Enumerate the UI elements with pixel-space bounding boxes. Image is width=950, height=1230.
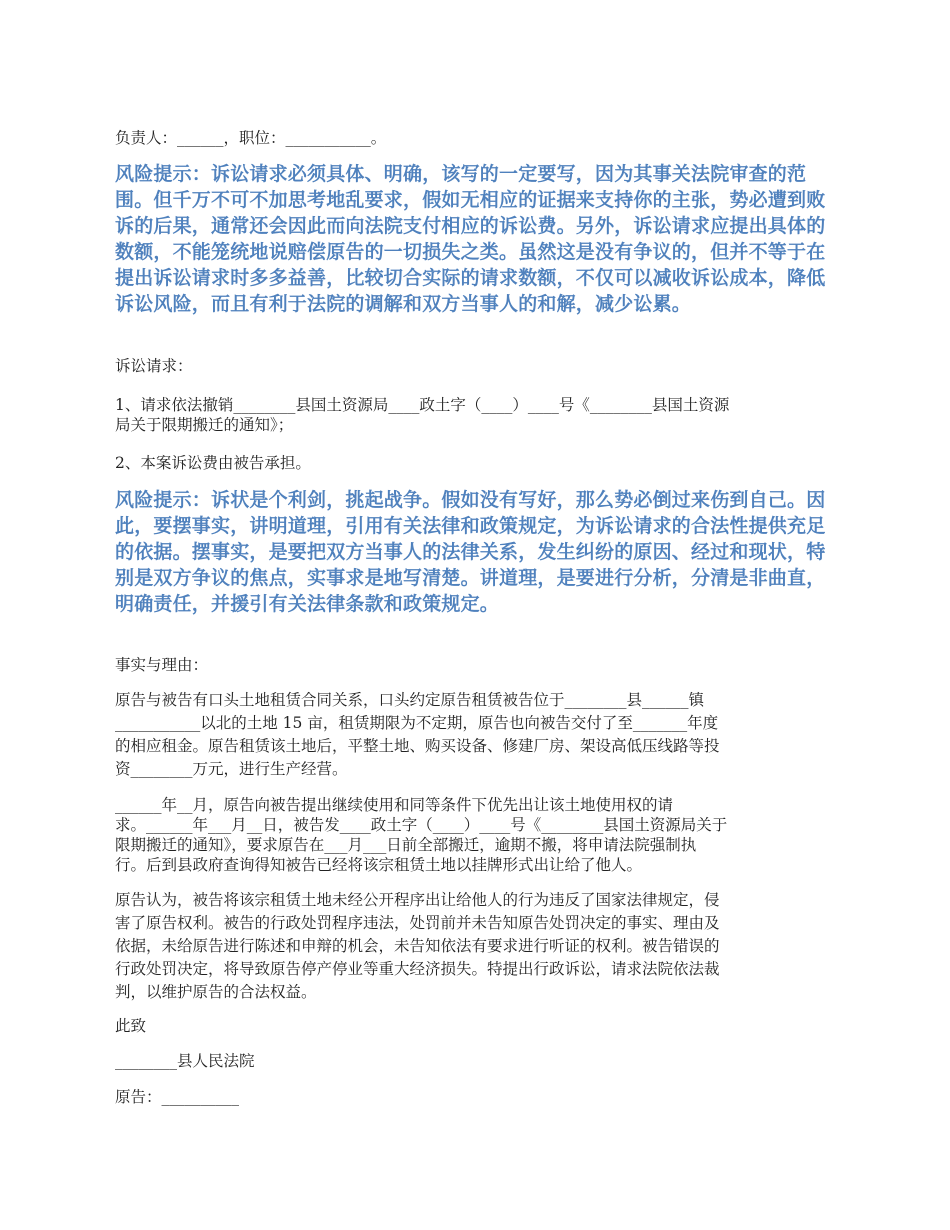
court-name: ________县人民法院 [115,1052,255,1070]
facts-paragraph-1-line: 原告与被告有口头土地租赁合同关系，口头约定原告租赁被告位于________县______镇 [115,691,705,709]
facts-paragraph-3-line: 行政处罚决定，将导致原告停产停业等重大经济损失。特提出行政诉讼，请求法院依法裁 [115,960,720,978]
claims-heading: 诉讼请求： [115,357,193,375]
facts-paragraph-3-line: 依据，未给原告进行陈述和申辩的机会，未告知依法有要求进行听证的权利。被告错误的 [115,937,720,955]
responsible-person-line: 负责人：______，职位：___________。 [115,129,387,147]
facts-paragraph-1-line: 的相应租金。原告租赁该土地后，平整土地、购买设备、修建厂房、架设高低压线路等投 [115,737,720,755]
claim-2: 2、本案诉讼费由被告承担。 [115,454,311,472]
closing-salutation: 此致 [115,1017,147,1035]
facts-paragraph-2-line: ______年__月，原告向被告提出继续使用和同等条件下优先出让该土地使用权的请 [115,796,674,814]
risk-tip-claims: 风险提示：诉讼请求必须具体、明确，该写的一定要写，因为其事关法院审查的范围。但千万不可不加思考地乱要求，假如无相应的证据来支持你的主张，势必遭到败诉的后果，通常还会因此而向法院支付相应的诉讼费。另外，诉讼请求应提出具体的数额，不能笼统地说赔偿原告的一切损失之类。虽然这是没有争议的，但并不等于在提出诉讼请求时多多益善，比较切合实际的请求数额，不仅可以减收诉讼成本，降低诉讼风险，而且有利于法院的调解和双方当事人的和解，减少讼累。 [115,163,826,315]
claim-1-line-1: 1、请求依法撤销________县国土资源局____政土字（____）____号《________县国土资源 [115,396,730,414]
facts-paragraph-2-line: 限期搬迁的通知》，要求原告在___月___日前全部搬迁，逾期不搬，将申请法院强制执 [115,836,697,854]
facts-heading: 事实与理由： [115,656,209,674]
facts-paragraph-1-line: 资________万元，进行生产经营。 [115,760,348,778]
facts-paragraph-3-line: 原告认为，被告将该宗租赁土地未经公开程序出让给他人的行为违反了国家法律规定，侵 [115,891,720,909]
facts-paragraph-2-line: 求。______年___月__日，被告发____政土字（____）____号《________县国土资源局关于 [115,816,728,834]
plaintiff-signature: 原告：__________ [115,1088,240,1106]
facts-paragraph-2-line: 行。后到县政府查询得知被告已经将该宗租赁土地以挂牌形式出让给了他人。 [115,856,643,874]
facts-paragraph-1-line: ___________以北的土地 15 亩，租赁期限为不定期，原告也向被告交付了至_______年度 [115,714,719,732]
risk-tip-complaint: 风险提示：诉状是个利剑，挑起战争。假如没有写好，那么势必倒过来伤到自己。因此，要摆事实，讲明道理，引用有关法律和政策规定，为诉讼请求的合法性提供充足的依据。摆事实，是要把双方当事人的法律关系，发生纠纷的原因、经过和现状，特别是双方争议的焦点，实事求是地写清楚。讲道理，是要进行分析，分清是非曲直，明确责任，并援引有关法律条款和政策规定。 [115,489,826,615]
claim-1-line-2: 局关于限期搬迁的通知》； [115,416,294,434]
facts-paragraph-3-line: 判，以维护原告的合法权益。 [115,983,317,1001]
facts-paragraph-3-line: 害了原告权利。被告的行政处罚程序违法，处罚前并未告知原告处罚决定的事实、理由及 [115,914,720,932]
